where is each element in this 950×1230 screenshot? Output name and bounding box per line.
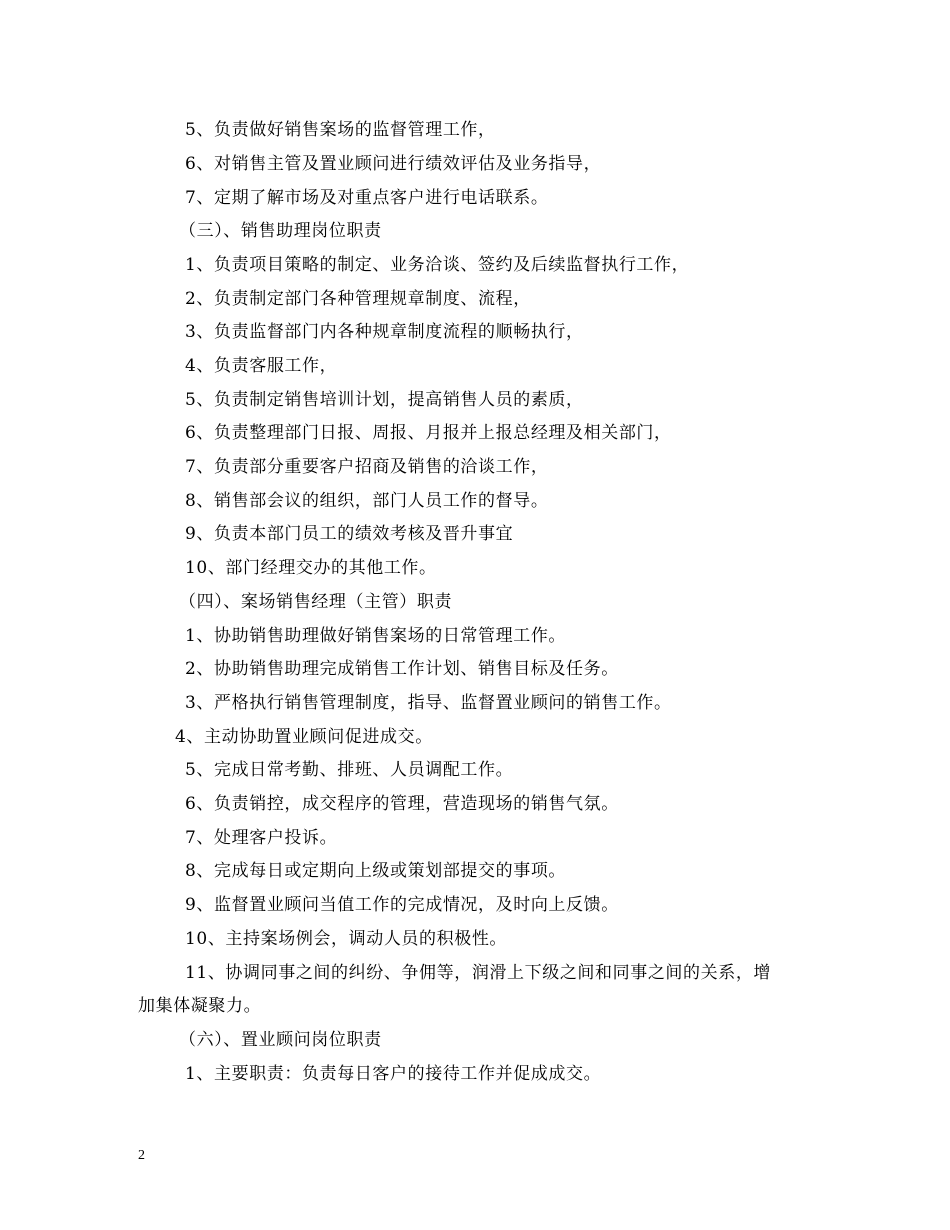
- text-line: 5、完成日常考勤、排班、人员调配工作。: [185, 760, 514, 780]
- text-line: 2、负责制定部门各种管理规章制度、流程，: [185, 289, 531, 309]
- text-line: 1、负责项目策略的制定、业务洽谈、签约及后续监督执行工作，: [185, 255, 690, 275]
- text-line: 7、处理客户投诉。: [185, 828, 338, 848]
- text-line: 9、负责本部门员工的绩效考核及晋升事宜: [185, 524, 514, 544]
- text-line: 2、协助销售助理完成销售工作计划、销售目标及任务。: [185, 659, 619, 679]
- text-line: 7、定期了解市场及对重点客户进行电话联系。: [185, 188, 549, 208]
- text-line: 7、负责部分重要客户招商及销售的洽谈工作，: [185, 457, 549, 477]
- text-line: 1、协助销售助理做好销售案场的日常管理工作。: [185, 626, 567, 646]
- text-line: 10、主持案场例会，调动人员的积极性。: [185, 929, 508, 949]
- text-line: 1、主要职责：负责每日客户的接待工作并促成成交。: [185, 1064, 602, 1084]
- text-line: 5、负责做好销售案场的监督管理工作，: [185, 120, 496, 140]
- text-line: 4、主动协助置业顾问促进成交。: [175, 727, 433, 747]
- text-line: 8、销售部会议的组织，部门人员工作的督导。: [185, 491, 549, 511]
- text-line: 10、部门经理交办的其他工作。: [185, 558, 437, 578]
- text-line: 6、负责整理部门日报、周报、月报并上报总经理及相关部门，: [185, 423, 672, 443]
- section-heading: （六）、置业顾问岗位职责: [179, 1030, 382, 1050]
- section-heading: （四）、案场销售经理（主管）职责: [179, 592, 453, 612]
- text-line: 3、严格执行销售管理制度，指导、监督置业顾问的销售工作。: [185, 693, 672, 713]
- section-heading: （三）、销售助理岗位职责: [179, 221, 382, 241]
- text-line: 11、协调同事之间的纠纷、争佣等，润滑上下级之间和同事之间的关系，增: [185, 963, 772, 983]
- text-line: 9、监督置业顾问当值工作的完成情况，及时向上反馈。: [185, 895, 619, 915]
- text-line: 6、对销售主管及置业顾问进行绩效评估及业务指导，: [185, 154, 602, 174]
- text-line-continuation: 加集体凝聚力。: [138, 996, 262, 1016]
- page-number: 2: [138, 1148, 145, 1163]
- text-line: 3、负责监督部门内各种规章制度流程的顺畅执行，: [185, 322, 584, 342]
- text-line: 6、负责销控，成交程序的管理，营造现场的销售气氛。: [185, 794, 619, 814]
- text-line: 5、负责制定销售培训计划，提高销售人员的素质，: [185, 390, 584, 410]
- text-line: 4、负责客服工作，: [185, 356, 338, 376]
- text-line: 8、完成每日或定期向上级或策划部提交的事项。: [185, 861, 567, 881]
